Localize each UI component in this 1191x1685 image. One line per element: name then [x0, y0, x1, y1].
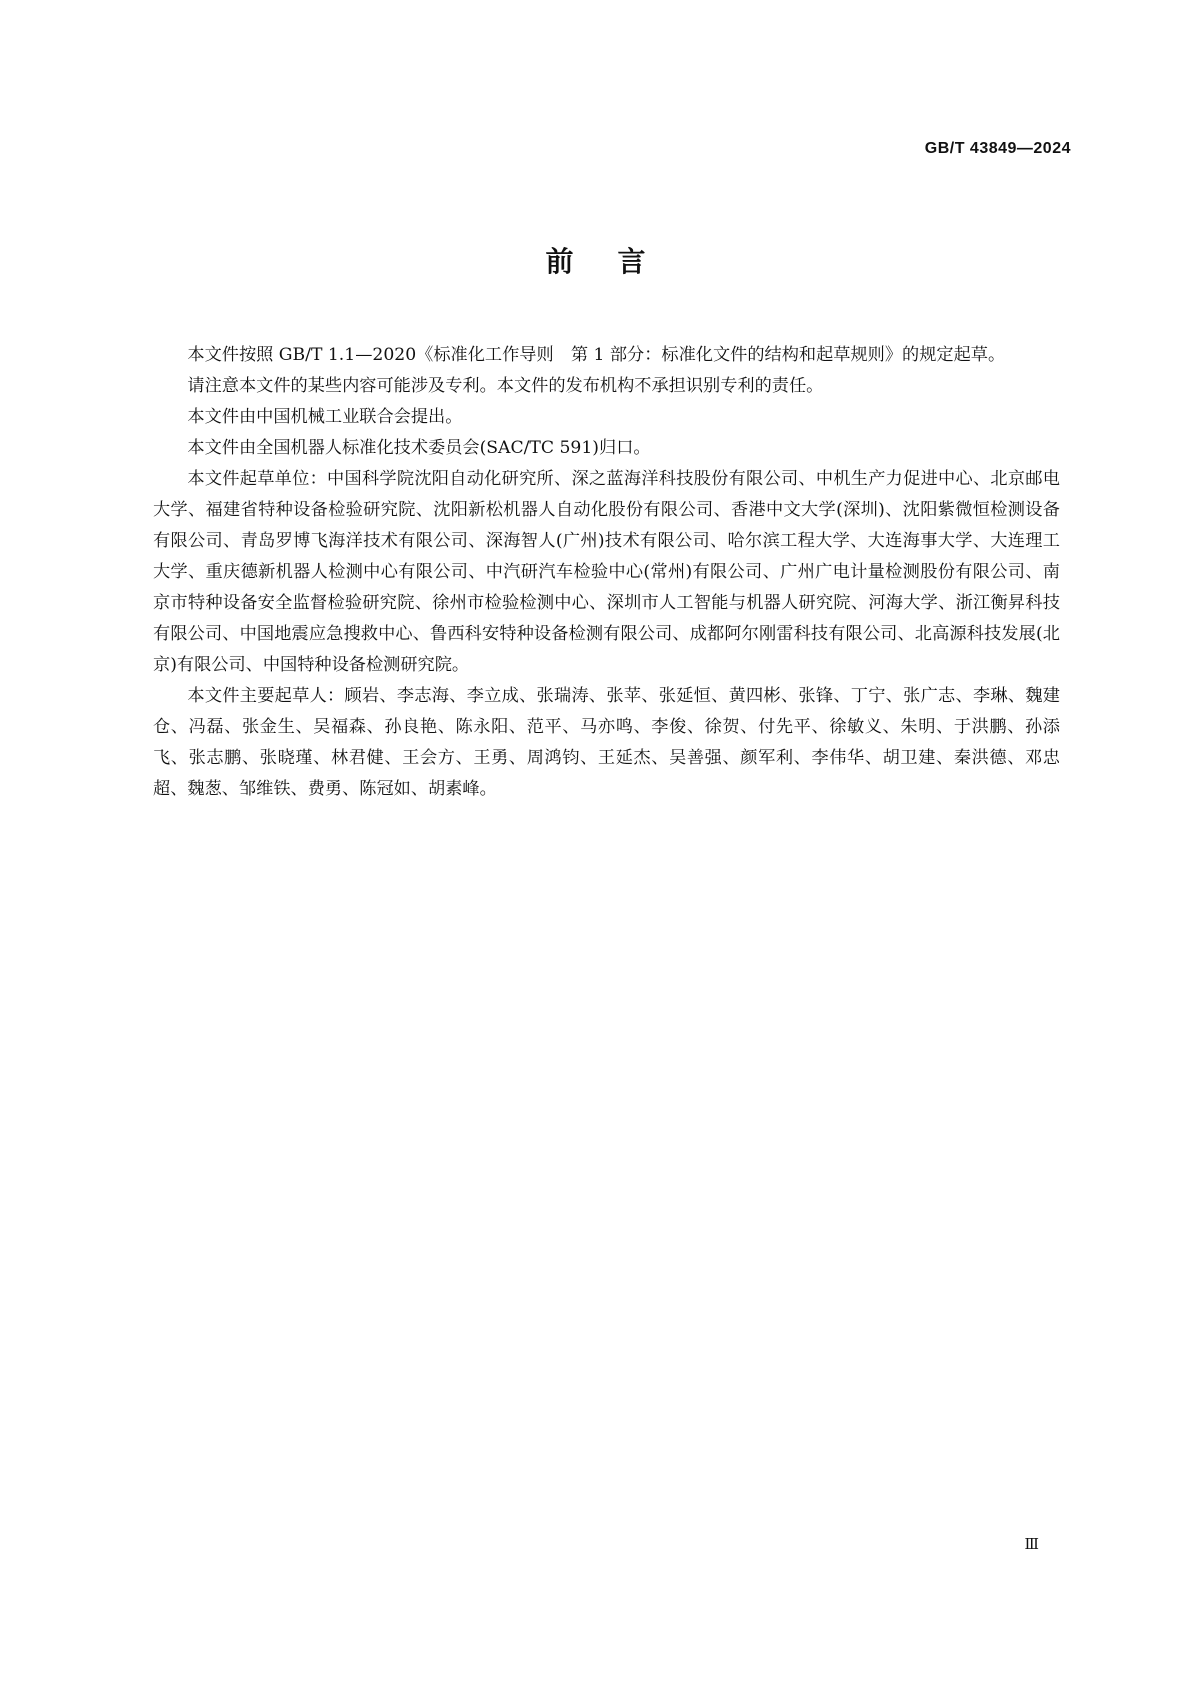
paragraph-drafting-rules: 本文件按照 GB/T 1.1—2020《标准化工作导则 第 1 部分：标准化文件的结构和起草规则》的规定起草。 [187, 345, 1006, 365]
foreword-body [153, 340, 1060, 805]
standard-code: GB/T 43849—2024 [924, 140, 1071, 157]
page-title: 前言 [545, 245, 690, 278]
paragraph-drafting-units: 本文件起草单位：中国科学院沈阳自动化研究所、深之蓝海洋科技股份有限公司、中机生产力促进中心、北京邮电大学、福建省特种设备检验研究院、沈阳新松机器人自动化股份有限公司、香港中文大学(深圳)、沈阳紫微恒检测设备有限公司、青岛罗博飞海洋技术有限公司、深海智人(广州)技术有限公司、哈尔滨工程大学、大连海事大学、大连理工大学、重庆德新机器人检测中心有限公司、中汽研汽车检验中心(常州)有限公司、广州广电计量检测股份有限公司、南京市特种设备安全监督检验研究院、徐州市检验检测中心、深圳市人工智能与机器人研究院、河海大学、浙江衡昇科技有限公司、中国地震应急搜救中心、鲁西科安特种设备检测有限公司、成都阿尔刚雷科技有限公司、北高源科技发展(北京)有限公司、中国特种设备检测研究院。 [153, 469, 1060, 675]
paragraph-drafters: 本文件主要起草人：顾岩、李志海、李立成、张瑞涛、张苹、张延恒、黄四彬、张锋、丁宁、张广志、李琳、魏建仓、冯磊、张金生、吴福森、孙良艳、陈永阳、范平、马亦鸣、李俊、徐贺、付先平、徐敏义、朱明、于洪鹏、孙添飞、张志鹏、张晓瑾、林君健、王会方、王勇、周鸿钧、王延杰、吴善强、颜军利、李伟华、胡卫建、秦洪德、邓忠超、魏葱、邹维铁、费勇、陈冠如、胡素峰。 [153, 686, 1060, 799]
paragraph-patent-notice: 请注意本文件的某些内容可能涉及专利。本文件的发布机构不承担识别专利的责任。 [187, 376, 824, 396]
paragraph-proposer: 本文件由中国机械工业联合会提出。 [187, 407, 463, 427]
paragraph-committee: 本文件由全国机器人标准化技术委员会(SAC/TC 591)归口。 [187, 438, 651, 458]
page-number: Ⅲ [1024, 1535, 1039, 1553]
